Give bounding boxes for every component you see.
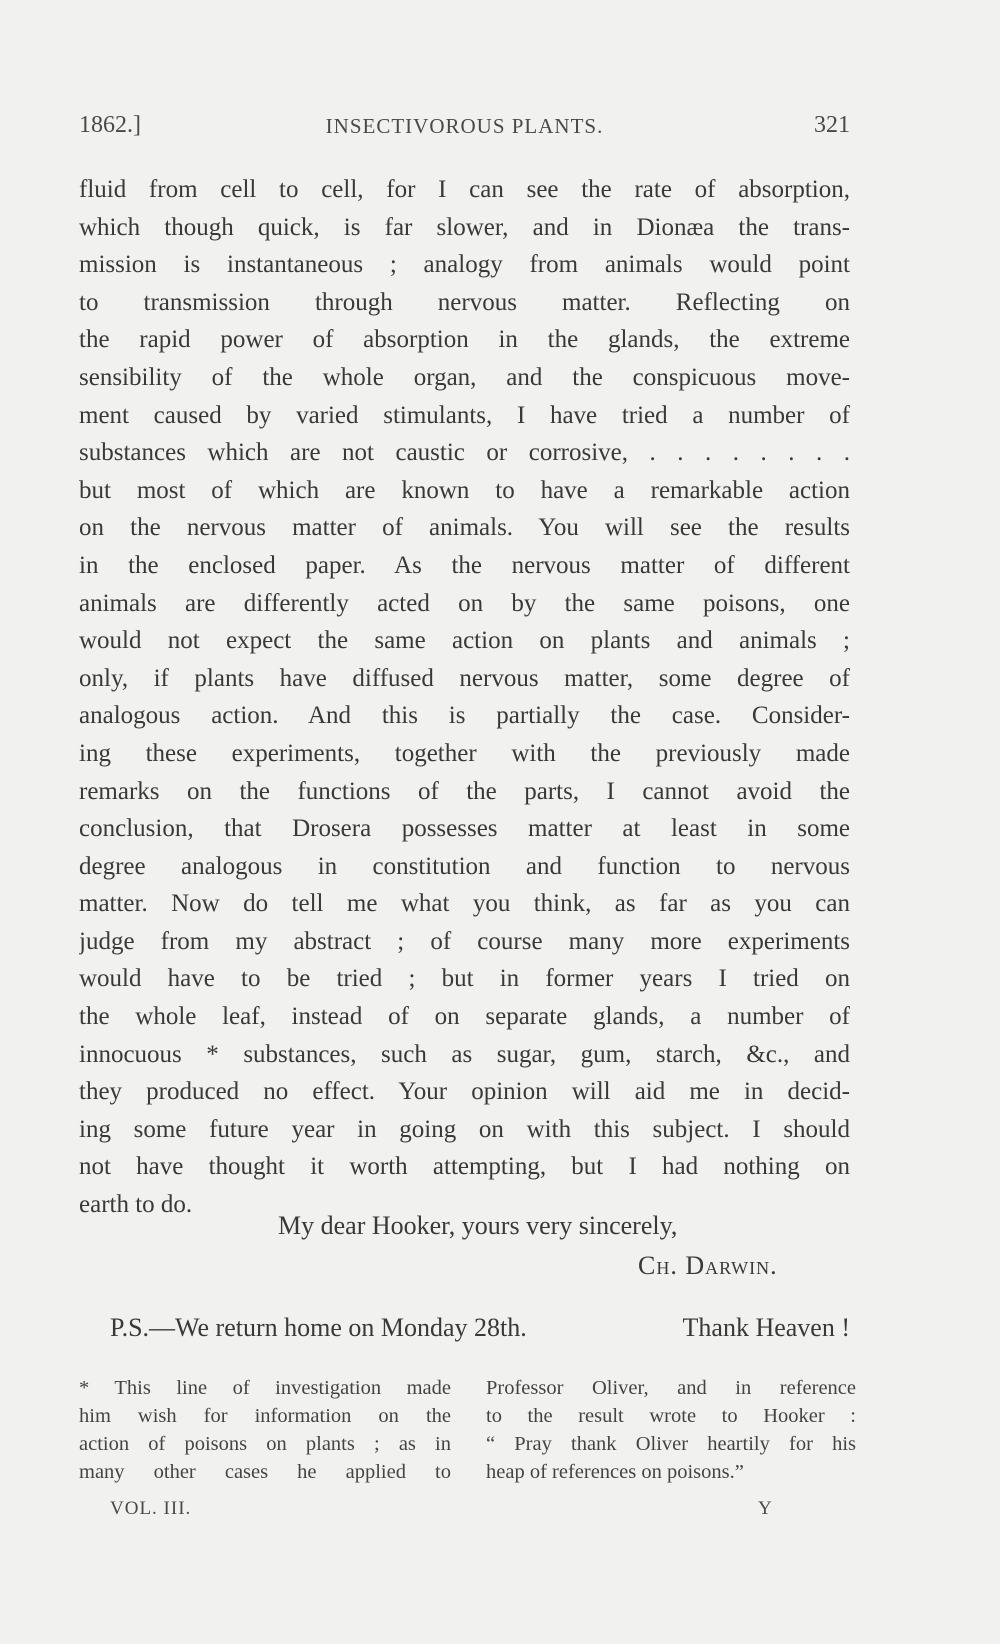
footnote-column-left <box>79 1374 451 1486</box>
body-line: earth to do. <box>79 1191 193 1219</box>
page-number: 321 <box>814 112 850 138</box>
footnote-line: heap of references on poisons.” <box>486 1461 744 1483</box>
footnote-column-right <box>486 1374 856 1486</box>
body-line: degree analogous in constitution and function to nervous <box>79 852 850 880</box>
footnote-line: Professor Oliver, and in reference <box>486 1377 856 1399</box>
body-line: would not expect the same action on plants and animals ; <box>79 627 850 655</box>
body-line: mission is instantaneous ; analogy from animals would point <box>79 251 850 279</box>
body-line: would have to be tried ; but in former years I tried on <box>79 965 850 993</box>
postscript-thanks: Thank Heaven ! <box>682 1313 850 1342</box>
body-line: ing some future year in going on with this subject. I should <box>79 1115 850 1143</box>
body-line: matter. Now do tell me what you think, as far as you can <box>79 890 850 918</box>
body-line: analogous action. And this is partially the case. Consider- <box>79 702 850 730</box>
footnote-line: him wish for information on the <box>79 1405 451 1427</box>
body-line: the rapid power of absorption in the glands, the extreme <box>79 326 850 354</box>
body-line: sensibility of the whole organ, and the conspicuous move- <box>79 363 850 391</box>
body-line: which though quick, is far slower, and in Dionæa the trans- <box>79 213 850 241</box>
header-year: 1862.] <box>79 112 141 138</box>
signature-mark: Y <box>758 1498 773 1519</box>
footnote-line: many other cases he applied to <box>79 1461 451 1483</box>
body-line: not have thought it worth attempting, but I had nothing on <box>79 1153 850 1181</box>
body-line: judge from my abstract ; of course many more experiments <box>79 927 850 955</box>
postscript-text: P.S.—We return home on Monday 28th. <box>110 1313 527 1342</box>
footnote-line: “ Pray thank Oliver heartily for his <box>486 1433 856 1455</box>
body-line: they produced no effect. Your opinion will aid me in decid- <box>79 1078 850 1106</box>
body-line: ment caused by varied stimulants, I have tried a number of <box>79 401 850 429</box>
body-line: remarks on the functions of the parts, I cannot avoid the <box>79 777 850 805</box>
volume-mark: VOL. III. <box>110 1498 192 1519</box>
footnote-line: action of poisons on plants ; as in <box>79 1433 451 1455</box>
body-line: innocuous * substances, such as sugar, gum, starch, &c., and <box>79 1040 850 1068</box>
body-line: to transmission through nervous matter. Reflecting on <box>79 288 850 316</box>
body-line: the whole leaf, instead of on separate glands, a number of <box>79 1003 850 1031</box>
body-line: only, if plants have diffused nervous matter, some degree of <box>79 664 850 692</box>
signature-name: Ch. Darwin. <box>638 1251 778 1280</box>
footnote-line: * This line of investigation made <box>79 1377 451 1399</box>
closing-greeting: My dear Hooker, yours very sincerely, <box>278 1211 678 1240</box>
body-line: on the nervous matter of animals. You will see the results <box>79 514 850 542</box>
body-line: substances which are not caustic or corrosive, . . . . . . . . <box>79 439 850 467</box>
body-line: conclusion, that Drosera possesses matter at least in some <box>79 815 850 843</box>
running-header <box>79 112 850 148</box>
footnote-line: to the result wrote to Hooker : <box>486 1405 856 1427</box>
postscript <box>110 1313 850 1343</box>
letter-body <box>79 171 850 1224</box>
header-title: INSECTIVOROUS PLANTS. <box>325 114 604 138</box>
body-line: ing these experiments, together with the previously made <box>79 739 850 767</box>
body-line: fluid from cell to cell, for I can see the rate of absorption, <box>79 176 850 203</box>
body-line: in the enclosed paper. As the nervous matter of different <box>79 551 850 579</box>
body-line: but most of which are known to have a remarkable action <box>79 476 850 504</box>
body-line: animals are differently acted on by the same poisons, one <box>79 589 850 617</box>
